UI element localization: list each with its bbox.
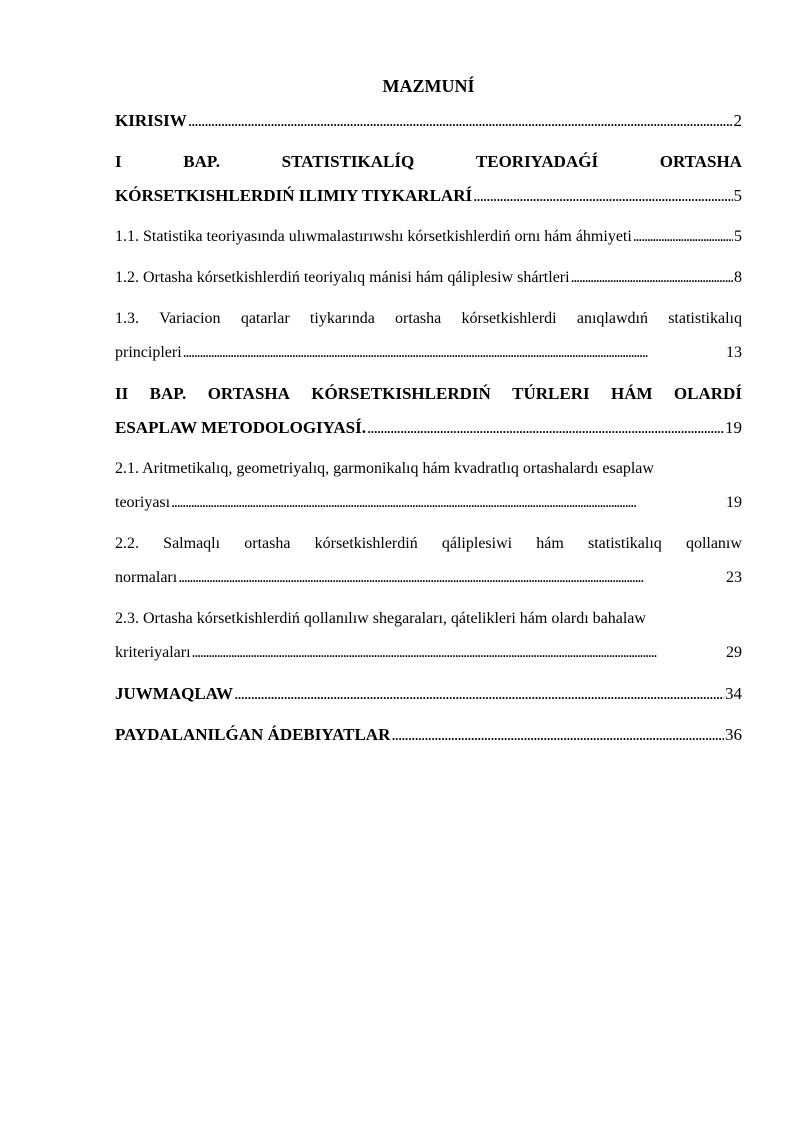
- dot-leader: [633, 224, 733, 250]
- toc-entry-line: 2.3. Ortasha kórsetkishlerdiń qollanılıw shegaraları, qátelikleri hám olardı bahalaw: [115, 610, 646, 627]
- dot-leader: [192, 640, 725, 666]
- toc-page-number: 19: [726, 494, 742, 511]
- toc-page-number: 36: [725, 725, 742, 744]
- toc-page-number: 8: [734, 269, 742, 286]
- toc-entry-line: kriteriyaları . . . 29: [115, 640, 742, 666]
- toc-entry-section-1-2[interactable]: 1.2. Ortasha kórsetkishlerdiń teoriyalıq mánisi hám qáliplesiw shártleri . . . 8: [115, 265, 742, 291]
- toc-entry-line: KÓRSETKISHLERDIŃ ILIMIY TIYKARLARÍ . . . 5: [115, 183, 742, 209]
- toc-entry-kirisiw[interactable]: [115, 108, 742, 134]
- toc-page-number: 29: [726, 644, 742, 661]
- dot-leader: [473, 183, 732, 209]
- dot-leader: [183, 340, 725, 366]
- toc-title: MAZMUNÍ: [382, 76, 475, 96]
- dot-leader: [571, 265, 733, 291]
- toc-entry-section-2-1[interactable]: [115, 456, 742, 516]
- toc-entry-line: I BAP. STATISTIKALÍQ TEORIYADAǴÍ ORTASHA: [115, 152, 742, 171]
- toc-page-number: 5: [734, 228, 742, 245]
- toc-entry-juwmaqlaw[interactable]: JUWMAQLAW . . . 34: [115, 681, 742, 707]
- toc-entry-line: teoriyası . . . 19: [115, 490, 742, 516]
- toc-page-number: 34: [725, 684, 742, 703]
- toc-entry-chapter-1[interactable]: [115, 149, 742, 209]
- table-of-contents: [115, 108, 742, 748]
- toc-entry-text: KIRISIW: [115, 111, 187, 130]
- dot-leader: [367, 415, 724, 441]
- toc-entry-line: II BAP. ORTASHA KÓRSETKISHLERDIŃ TÚRLERI HÁM OLARDÍ: [115, 384, 742, 403]
- dot-leader: [391, 722, 724, 748]
- toc-page-number: 19: [725, 418, 742, 437]
- toc-entry-line: normaları . . . 23: [115, 565, 742, 591]
- toc-entry-section-1-3[interactable]: [115, 306, 742, 366]
- toc-entry-paydalanilgan-adebiyatlar[interactable]: PAYDALANILǴAN ÁDEBIYATLAR . . . 36: [115, 722, 742, 748]
- toc-entry-line: 2.2. Salmaqlı ortasha kórsetkishlerdiń qáliplesiwi hám statistikalıq qollanıw: [115, 535, 742, 552]
- toc-entry-chapter-2[interactable]: [115, 381, 742, 441]
- toc-page-number: 5: [733, 186, 742, 205]
- toc-page-number: 23: [726, 569, 742, 586]
- toc-entry-section-2-2[interactable]: [115, 531, 742, 591]
- toc-entry-line: principleri . . . 13: [115, 340, 742, 366]
- dot-leader: [188, 108, 733, 134]
- toc-page-number: 13: [726, 344, 742, 361]
- toc-entry-line: 1.3. Variacion qatarlar tiykarında ortasha kórsetkishlerdi anıqlawdıń statistikalıq: [115, 310, 742, 327]
- toc-entry-line: 2.1. Aritmetikalıq, geometriyalıq, garmonikalıq hám kvadratlıq ortashalardı esaplaw: [115, 460, 654, 477]
- toc-entry-line: ESAPLAW METODOLOGIYASÍ. . . . 19: [115, 415, 742, 441]
- toc-entry-section-1-1[interactable]: 1.1. Statistika teoriyasında ulıwmalastırıwshı kórsetkishlerdiń ornı hám áhmiyeti . . . 5: [115, 224, 742, 250]
- dot-leader: [234, 681, 724, 707]
- dot-leader: [178, 565, 725, 591]
- dot-leader: [171, 490, 725, 516]
- toc-page-number: 2: [733, 111, 742, 130]
- toc-entry-section-2-3[interactable]: [115, 606, 742, 666]
